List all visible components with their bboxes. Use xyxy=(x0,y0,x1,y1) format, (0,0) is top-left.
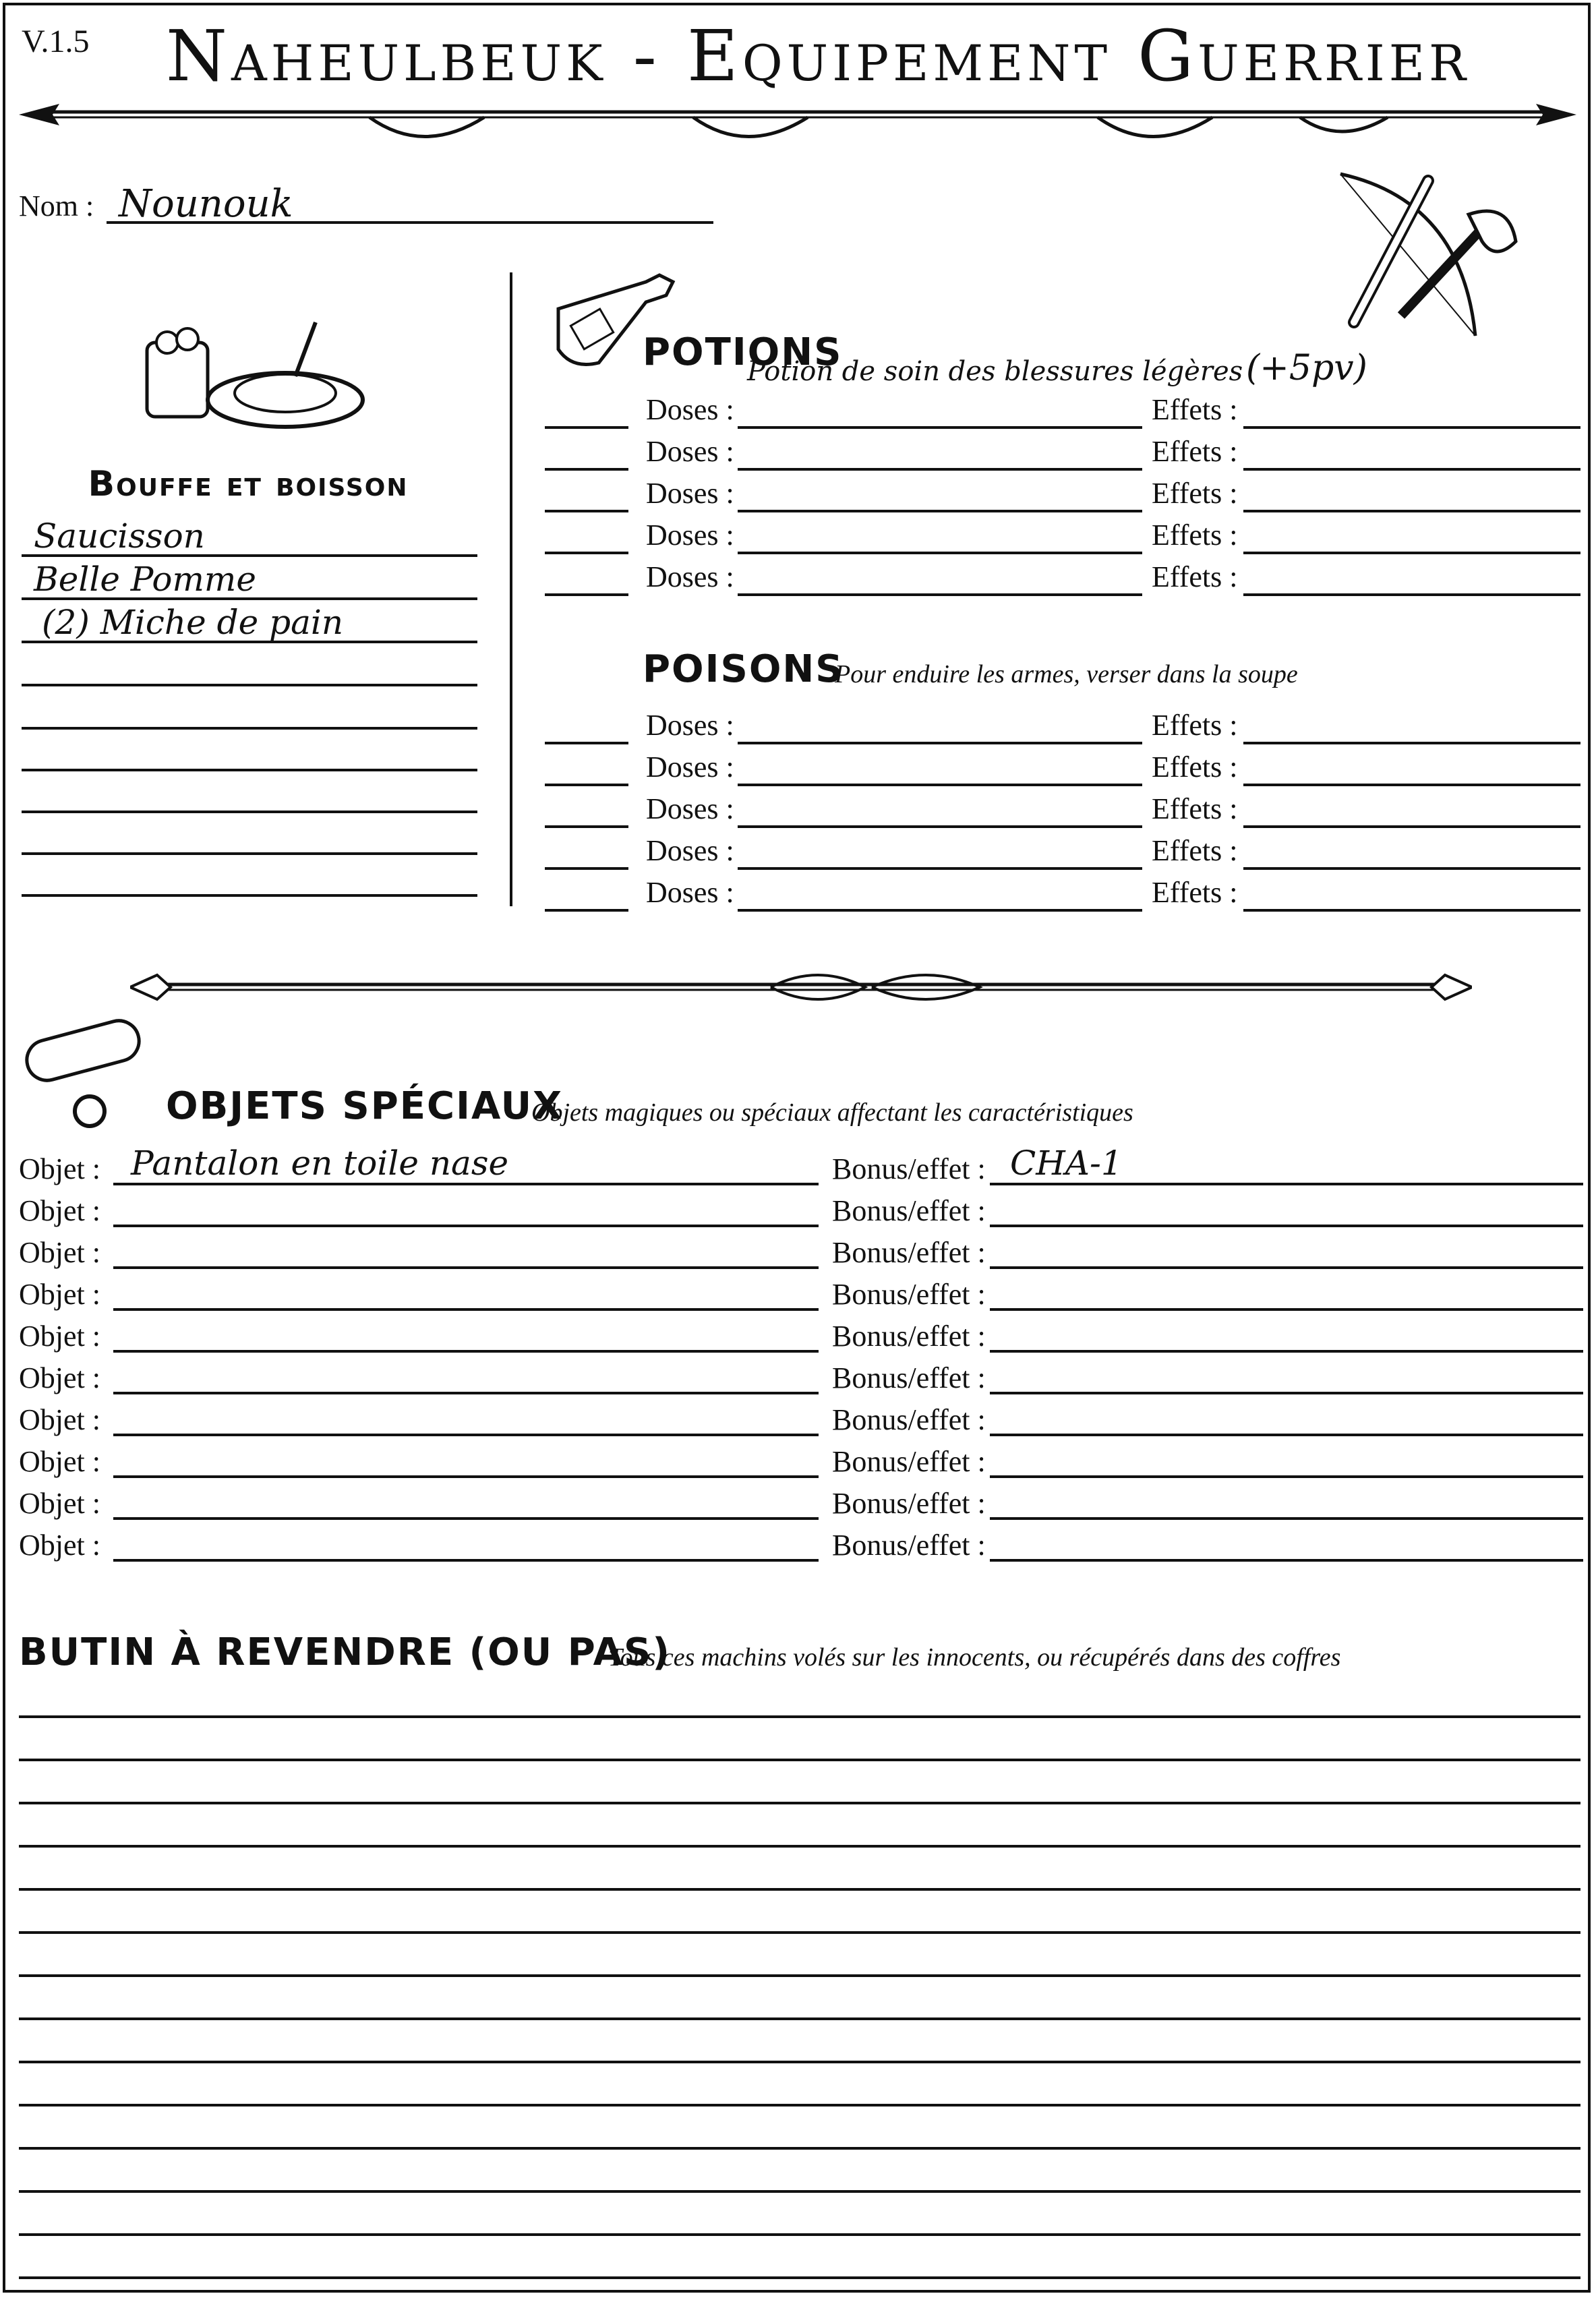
page-title: Naheulbeuk - Equipement Guerrier xyxy=(165,15,1470,97)
potions-list xyxy=(545,392,1587,608)
nom-label: Nom : xyxy=(19,189,94,223)
poison-row[interactable]: Doses : Effets : xyxy=(545,792,1587,833)
potion-row[interactable]: Doses : Effets : xyxy=(545,518,1587,560)
staff-divider-icon xyxy=(130,963,1472,1010)
objet-row[interactable]: Objet : Bonus/effet : xyxy=(19,1274,1583,1316)
poison-row[interactable]: Doses : Effets : xyxy=(545,750,1587,792)
poison-row[interactable]: Doses : Effets : xyxy=(545,708,1587,750)
butin-title: BUTIN À REVENDRE (OU PAS) xyxy=(19,1630,671,1674)
butin-line[interactable] xyxy=(19,2147,1580,2150)
butin-subtitle: Tous ces machins volés sur les innocents, ou récupérés dans des coffres xyxy=(608,1643,1341,1672)
poisons-title: POISONS xyxy=(643,647,844,691)
butin-line[interactable] xyxy=(19,1888,1580,1891)
objet-row[interactable]: Objet : Bonus/effet : xyxy=(19,1191,1583,1233)
butin-line[interactable] xyxy=(19,2017,1580,2020)
butin-line[interactable] xyxy=(19,1759,1580,1761)
butin-line[interactable] xyxy=(19,2276,1580,2279)
potion-row[interactable]: Doses : Effets : xyxy=(545,434,1587,476)
butin-line[interactable] xyxy=(19,2104,1580,2106)
potion-row[interactable]: Doses : Effets : xyxy=(545,392,1587,434)
weapons-icon xyxy=(1327,160,1529,349)
objet-row[interactable]: Objet : Bonus/effet : xyxy=(19,1316,1583,1358)
scroll-ring-icon xyxy=(19,1017,154,1138)
objet-row[interactable]: Objet : Bonus/effet : xyxy=(19,1400,1583,1442)
food-list xyxy=(22,508,480,913)
objet-row[interactable]: Objet : Bonus/effet : xyxy=(19,1442,1583,1483)
poisons-list xyxy=(545,708,1587,924)
potion-row[interactable]: Doses : Effets : xyxy=(545,476,1587,518)
butin-line[interactable] xyxy=(19,1715,1580,1718)
objets-list xyxy=(19,1144,1583,1581)
poisons-subtitle: Pour enduire les armes, verser dans la soupe xyxy=(835,660,1298,688)
objet-row[interactable]: Objet : Pantalon en toile nase Bonus/effet : CHA-1 xyxy=(19,1149,1583,1191)
food-icon xyxy=(140,302,370,437)
butin-line[interactable] xyxy=(19,2190,1580,2193)
objets-subtitle: Objets magiques ou spéciaux affectant les caractéristiques xyxy=(531,1098,1133,1127)
food-title: Bouffe et boisson xyxy=(88,464,409,504)
butin-line[interactable] xyxy=(19,1802,1580,1804)
potions-subtitle: Potion de soin des blessures légères xyxy=(747,356,1243,387)
column-divider xyxy=(510,272,512,906)
objet-row[interactable]: Objet : Bonus/effet : xyxy=(19,1233,1583,1274)
butin-line[interactable] xyxy=(19,1974,1580,1977)
butin-line[interactable] xyxy=(19,2061,1580,2063)
food-row[interactable]: Saucisson xyxy=(22,508,480,550)
nom-value[interactable]: Nounouk xyxy=(119,182,293,226)
potion-row[interactable]: Doses : Effets : xyxy=(545,560,1587,601)
butin-lines xyxy=(19,1678,1583,2285)
objet-row[interactable]: Objet : Bonus/effet : xyxy=(19,1525,1583,1567)
food-row[interactable]: Belle Pomme xyxy=(22,552,480,593)
butin-line[interactable] xyxy=(19,2233,1580,2236)
potions-title: POTIONS xyxy=(643,330,843,374)
potions-note: (+5pv) xyxy=(1246,348,1367,388)
butin-line[interactable] xyxy=(19,1931,1580,1934)
objets-title: OBJETS SPÉCIAUX xyxy=(166,1084,564,1128)
equipment-sheet xyxy=(3,3,1591,2293)
food-row[interactable]: (2) Miche de pain xyxy=(22,595,480,637)
nom-underline xyxy=(107,221,713,224)
poison-row[interactable]: Doses : Effets : xyxy=(545,833,1587,875)
spear-divider-icon xyxy=(19,92,1576,152)
poison-row[interactable]: Doses : Effets : xyxy=(545,875,1587,917)
objet-row[interactable]: Objet : Bonus/effet : xyxy=(19,1358,1583,1400)
objet-row[interactable]: Objet : Bonus/effet : xyxy=(19,1483,1583,1525)
version-label: V.1.5 xyxy=(22,24,90,59)
butin-line[interactable] xyxy=(19,1845,1580,1848)
